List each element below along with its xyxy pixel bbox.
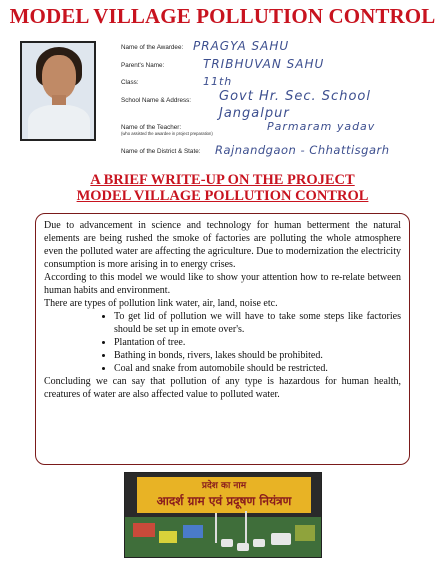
district-value: Rajnandgaon - Chhattisgarh [215, 143, 390, 157]
parent-name-label: Parent's Name: [121, 62, 165, 69]
banner-project-title: आदर्श ग्राम एवं प्रदूषण नियंत्रण [156, 494, 292, 508]
writeup-box [35, 213, 410, 465]
writeup-heading: A BRIEF WRITE-UP ON THE PROJECT [90, 172, 355, 188]
awardee-name-label: Name of the Awardee: [121, 44, 184, 51]
list-item: • Coal and snake from automobile should be restricted. [114, 362, 401, 375]
school-label: School Name & Address: [121, 97, 192, 104]
awardee-name-value: PRAGYA SAHU [193, 39, 290, 53]
school-address-value: Jangalpur [219, 106, 290, 121]
parent-name-value: TRIBHUVAN SAHU [203, 57, 325, 71]
teacher-sublabel: (who assisted the awardee in project preparation) [121, 131, 213, 136]
class-value: 11th [203, 75, 233, 88]
writeup-subheading: MODEL VILLAGE POLLUTION CONTROL [76, 188, 369, 204]
writeup-paragraph-2: According to this model we would like to show your attention how to re-relate between human habits and environment. [44, 272, 401, 296]
model-photo [124, 472, 322, 558]
banner-state-label: प्रदेश का नाम [201, 481, 247, 491]
district-label: Name of the District & State: [121, 148, 201, 155]
teacher-label: Name of the Teacher: (who assisted the awardee in project preparation) [121, 124, 213, 136]
list-item: • To get lid of pollution we will have to take some steps like factories should be set up in emote over's. [114, 310, 401, 336]
class-label: Class: [121, 79, 139, 86]
teacher-value: Parmaram yadav [267, 120, 376, 133]
steps-list [44, 310, 401, 375]
list-item: • Bathing in bonds, rivers, lakes should be prohibited. [114, 349, 401, 362]
writeup-paragraph-3: There are types of pollution link water, air, land, noise etc. [44, 298, 278, 309]
writeup-paragraph-1: Due to advancement in science and technology for human betterment the natural elements are being rushed the smoke of factories are polluting the whole atmosphere even the polluted water are affecting the agriculture. Due to modernization the electricity consumption is more arising in to energy crises. [44, 220, 401, 270]
school-value: Govt Hr. Sec. School [219, 89, 371, 104]
awardee-photo [20, 41, 96, 141]
page-title: MODEL VILLAGE POLLUTION CONTROL [9, 4, 436, 28]
model-banner [137, 477, 311, 513]
list-item: • Plantation of tree. [114, 336, 401, 349]
writeup-conclusion: Concluding we can say that pollution of any type is hazardous for human health, creatures of water are also affected value to polluted water. [44, 376, 401, 400]
